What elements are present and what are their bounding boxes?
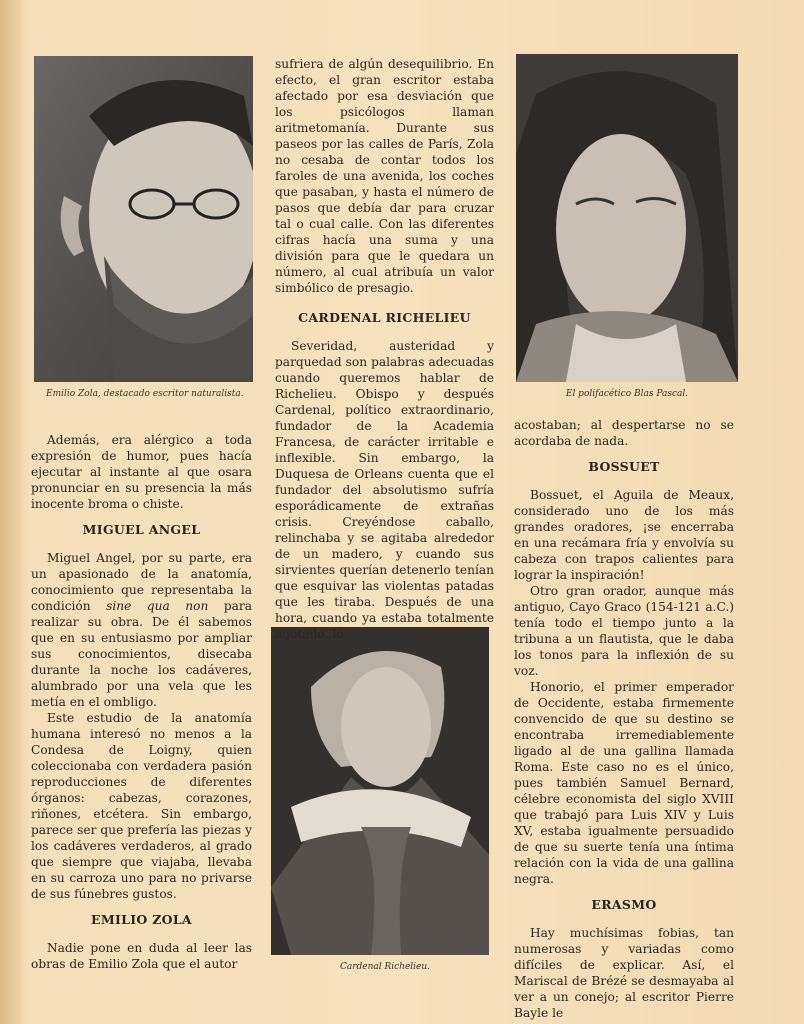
richelieu-caption: Cardenal Richelieu. (339, 962, 431, 972)
heading-miguel-angel: MIGUEL ANGEL (82, 522, 201, 537)
heading-bossuet: BOSSUET (588, 459, 660, 474)
zola-caption: Emilio Zola, destacado escritor naturalista. (46, 389, 244, 399)
paragraph: Severidad, austeridad y parquedad son palabras adecuadas cuando queremos hablar de Richelieu. Obispo y después Cardenal, político extraordinario, fundador de la Academia Francesa, de carácter irritable e inflexible. Sin embargo, la Duquesa de Orleans cuenta que el fundador del absolutismo sufría esporádicamente de extrañas crisis. Creyéndose caballo, relinchaba y se agitaba alrededor de un madero, y cuando sus sirvientes querían detenerlo tenían que esquivar las violentas patadas que les tiraba. Después de una hora, cuando ya estaba totalmente agotado, lo (275, 339, 494, 641)
heading-emilio-zola: EMILIO ZOLA (91, 912, 192, 927)
column-middle (275, 56, 494, 642)
paragraph: Honorio, el primer emperador de Occidente, estaba firmemente convencido de que su destino se encontraba irremediablemente ligado al de una gallina llamada Roma. Este caso no es el único, pues también Samuel Bernard, célebre economista del siglo XVIII que trabajó para Luis XIV y Luis XV, estaba igualmente persuadido de que su suerte tenía una íntima relación con la vida de una gallina negra. (514, 680, 734, 886)
paragraph: Miguel Angel, por su parte, era un apasionado de la anatomía, conocimiento que representaba la condición sine qua non para realizar su obra. De él sabemos que en su entusiasmo por ampliar sus conocimientos, disecaba durante la noche los cadáveres, alumbrado por una vela que les metía en el ombligo. (31, 551, 252, 709)
paragraph: acostaban; al despertarse no se acordaba de nada. (514, 418, 734, 448)
heading-cardenal-richelieu: CARDENAL RICHELIEU (298, 310, 471, 325)
paragraph: Hay muchísimas fobias, tan numerosas y variadas como difíciles de explicar. Así, el Mariscal de Brézé se desmayaba al ver a un conejo; al escritor Pierre Bayle le (514, 926, 734, 1020)
richelieu-portrait (271, 627, 489, 955)
paragraph: Bossuet, el Aguila de Meaux, considerado uno de los más grandes oradores, ¡se encerraba en una recámara fría y envolvía su cabeza con trapos calientes para lograr la inspiración! (514, 488, 734, 582)
pascal-caption: El polifacético Blas Pascal. (565, 389, 689, 399)
column-right (514, 417, 734, 1021)
page-fold (0, 0, 22, 1024)
paragraph: Este estudio de la anatomía humana interesó no menos a la Condesa de Loigny, quien coleccionaba con verdadera pasión reproducciones de diferentes órganos: cabezas, corazones, riñones, etcétera. Sin embargo, parece ser que prefería las piezas y los cadáveres verdaderos, al grado que siempre que viajaba, llevaba en su carroza uno para no privarse de sus fúnebres gustos. (31, 711, 252, 901)
heading-erasmo: ERASMO (591, 897, 657, 912)
pascal-portrait (516, 54, 738, 382)
zola-portrait (34, 56, 253, 382)
paragraph: Además, era alérgico a toda expresión de humor, pues hacía ejecutar al instante al que osara pronunciar en su presencia la más inocente broma o chiste. (31, 433, 252, 511)
column-left (31, 432, 252, 972)
paragraph: Otro gran orador, aunque más antiguo, Cayo Graco (154-121 a.C.) tenía todo el tiempo junto a la tribuna a un flautista, que le daba los tonos para la inflexión de su voz. (514, 584, 734, 678)
paragraph: sufriera de algún desequilibrio. En efecto, el gran escritor estaba afectado por esa desviación que los psicólogos llaman aritmetomanía. Durante sus paseos por las calles de París, Zola no cesaba de contar todos los faroles de una avenida, los coches que pasaban, y hasta el número de pasos que debía dar para cruzar tal o cual calle. Con las diferentes cifras hacía una suma y una división para que le quedara un número, al cual atribuía un valor simbólico de presagio. (275, 57, 494, 295)
paragraph: Nadie pone en duda al leer las obras de Emilio Zola que el autor (31, 941, 252, 971)
